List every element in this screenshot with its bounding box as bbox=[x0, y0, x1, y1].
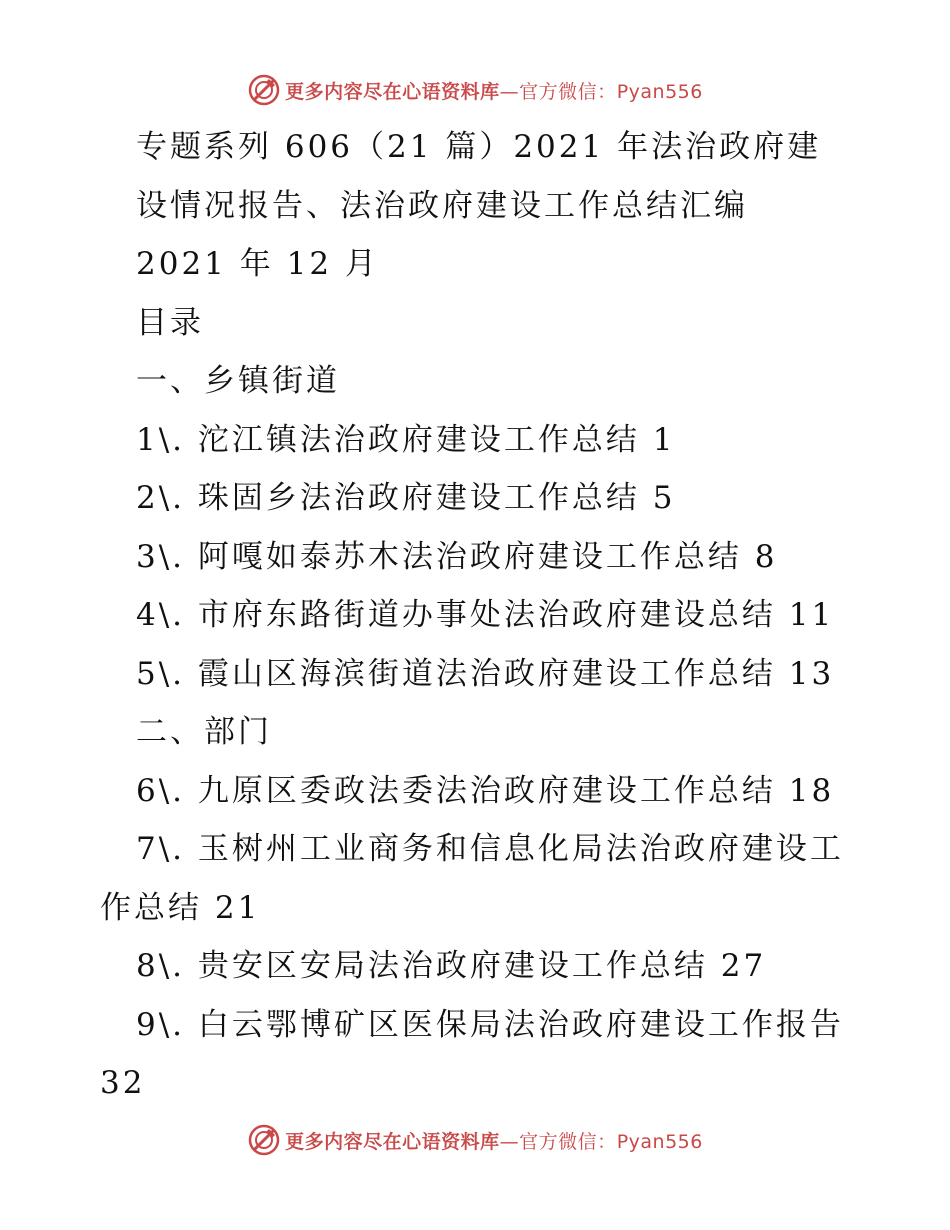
toc-item-title-cont: 作总结 bbox=[100, 889, 202, 926]
toc-item-title: 霞山区海滨街道法治政府建设工作总结 bbox=[197, 655, 776, 692]
toc-item-page: 8 bbox=[754, 538, 778, 575]
toc-item bbox=[100, 586, 860, 645]
toc-item bbox=[100, 762, 860, 821]
toc-item bbox=[100, 411, 860, 470]
watermark-label: 官方微信： bbox=[519, 1130, 617, 1153]
toc-item bbox=[100, 528, 860, 587]
toc-item-num: 1\. bbox=[136, 421, 186, 458]
toc-item-page: 1 bbox=[652, 421, 676, 458]
toc-item-page: 18 bbox=[788, 772, 835, 809]
toc-item-title: 玉树州工业商务和信息化局法治政府建设工 bbox=[197, 831, 844, 867]
watermark-slogan: 更多内容尽在心语资料库 bbox=[285, 1130, 500, 1153]
watermark-footer bbox=[0, 1120, 950, 1160]
toc-item-title: 市府东路街道办事处法治政府建设总结 bbox=[197, 597, 776, 633]
toc-item-title: 沱江镇法治政府建设工作总结 bbox=[197, 421, 640, 458]
section-heading-2: 二、部门 bbox=[136, 714, 272, 750]
toc-heading: 目录 bbox=[136, 304, 204, 341]
toc-item-title: 九原区委政法委法治政府建设工作总结 bbox=[197, 772, 776, 809]
watermark-id: Pyan556 bbox=[616, 80, 703, 103]
doc-title-line1: 专题系列 606（21 篇）2021 年法治政府建 bbox=[136, 129, 822, 165]
toc-item-page: 32 bbox=[100, 1065, 146, 1101]
toc-item-page: 11 bbox=[788, 597, 835, 633]
watermark-label: 官方微信： bbox=[519, 80, 617, 103]
document-body bbox=[100, 118, 860, 1113]
doc-title-line2: 设情况报告、法治政府建设工作总结汇编 bbox=[136, 187, 748, 224]
toc-item-continuation bbox=[100, 1054, 860, 1113]
toc-item-title: 阿嘎如泰苏木法治政府建设工作总结 bbox=[197, 538, 742, 575]
watermark-text bbox=[285, 1127, 703, 1154]
toc-item bbox=[100, 820, 860, 879]
toc-item-num: 2\. bbox=[136, 480, 186, 516]
toc-item bbox=[100, 645, 860, 704]
toc-item-page: 13 bbox=[788, 655, 835, 692]
toc-item-title: 珠固乡法治政府建设工作总结 bbox=[197, 480, 640, 516]
toc-item-num: 4\. bbox=[136, 597, 186, 633]
toc-item-page: 5 bbox=[652, 480, 676, 516]
toc-item bbox=[100, 937, 860, 996]
toc-item-num: 3\. bbox=[136, 538, 186, 575]
watermark-id: Pyan556 bbox=[616, 1130, 703, 1153]
toc-item-title: 白云鄂博矿区医保局法治政府建设工作报告 bbox=[197, 1006, 844, 1043]
watermark-slogan: 更多内容尽在心语资料库 bbox=[285, 80, 500, 103]
toc-item-page: 21 bbox=[214, 889, 261, 926]
doc-date: 2021 年 12 月 bbox=[136, 246, 379, 282]
watermark-header bbox=[0, 70, 950, 110]
toc-item-title: 贵安区安局法治政府建设工作总结 bbox=[197, 948, 708, 984]
watermark-separator: — bbox=[499, 80, 520, 103]
section-heading-1: 一、乡镇街道 bbox=[136, 363, 340, 399]
toc-item-num: 6\. bbox=[136, 772, 186, 809]
toc-item-continuation bbox=[100, 879, 860, 938]
watermark-separator: — bbox=[499, 1130, 520, 1153]
toc-item bbox=[100, 469, 860, 528]
toc-item-num: 9\. bbox=[136, 1006, 186, 1043]
toc-item-num: 8\. bbox=[136, 948, 186, 984]
toc-item-num: 5\. bbox=[136, 655, 186, 692]
pen-logo-icon bbox=[247, 1123, 281, 1157]
watermark-text bbox=[285, 77, 703, 104]
toc-item-page: 27 bbox=[720, 948, 767, 984]
toc-item bbox=[100, 996, 860, 1055]
pen-logo-icon bbox=[247, 73, 281, 107]
toc-item-num: 7\. bbox=[136, 831, 186, 867]
